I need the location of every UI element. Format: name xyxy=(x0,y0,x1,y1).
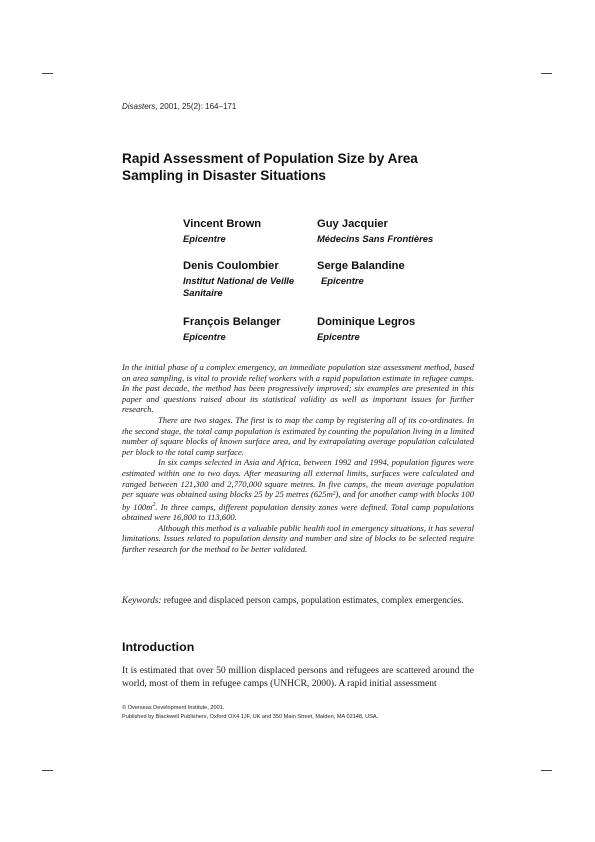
journal-name: Disasters xyxy=(122,102,156,111)
keywords xyxy=(122,594,474,606)
abstract-text: In six camps selected in Asia and Africa, between 1992 and 1994, population figures were estimated within one to two days. After measuring all external limits, surfaces were calculated and ranged between 121,300 and 2,770,000 square metres. In five camps, the mean average population per square was obtained using blocks 25 by 25 metres (625m²), and for another camp with blocks 100 by 100m xyxy=(122,457,474,512)
keywords-text: refugee and displaced person camps, population estimates, complex emergencies. xyxy=(161,595,464,605)
author-block xyxy=(317,259,482,287)
superscript: 2 xyxy=(152,501,156,508)
publisher-notice: Published by Blackwell Publishers, Oxford OX4 1JF, UK and 350 Main Street, Malden, MA 02148, USA. xyxy=(122,714,379,720)
author-affiliation: Epicentre xyxy=(183,331,226,342)
author-name: Serge Balandine xyxy=(317,260,405,272)
author-affiliation: Epicentre xyxy=(321,275,364,286)
abstract xyxy=(122,362,474,555)
author-block xyxy=(317,217,482,245)
journal-citation xyxy=(122,102,236,111)
author-name: Vincent Brown xyxy=(183,218,262,230)
author-affiliation: Epicentre xyxy=(317,331,360,342)
abstract-text: . In three camps, different population density zones were defined. Total camp populations obtained were 16,800 to 113,600. xyxy=(122,501,474,523)
crop-mark-bottom-left xyxy=(42,770,53,771)
author-affiliation: Médecins Sans Frontières xyxy=(317,233,434,244)
page-footer xyxy=(122,704,482,722)
abstract-paragraph xyxy=(122,457,474,522)
body-paragraph: It is estimated that over 50 million displaced persons and refugees are scattered around the world, most of them in refugee camps (UNHCR, 2000). A rapid initial assessment xyxy=(122,665,474,689)
section-heading: Introduction xyxy=(122,640,195,654)
copyright-notice: © Overseas Development Institute, 2001. xyxy=(122,705,225,711)
crop-mark-bottom-right xyxy=(541,770,552,771)
crop-mark-top-right xyxy=(541,73,552,74)
journal-volume: , 2001, 25(2): 164–171 xyxy=(155,102,237,111)
abstract-paragraph: There are two stages. The first is to map the camp by registering all of its co-ordinates. In the second stage, the total camp population is estimated by counting the population living in a limited number of square blocks of known surface area, and by extrapolating average population calculated per block to the total camp surface. xyxy=(122,414,474,457)
author-name: Denis Coulombier xyxy=(183,260,279,272)
author-name: François Belanger xyxy=(183,316,281,328)
crop-mark-top-left xyxy=(42,73,53,74)
author-name: Dominique Legros xyxy=(317,316,416,328)
paper-title: Rapid Assessment of Population Size by Area Sampling in Disaster Situations xyxy=(122,151,418,183)
author-affiliation: Epicentre xyxy=(183,233,226,244)
author-block xyxy=(317,315,482,343)
author-affiliation: Institut National de Veille Sanitaire xyxy=(183,275,295,298)
author-name: Guy Jacquier xyxy=(317,218,388,230)
abstract-paragraph: Although this method is a valuable public health tool in emergency situations, it has several limitations. Issues related to population density and number and size of blocks to be selected require further research for the method to be better validated. xyxy=(122,522,474,554)
author-block xyxy=(183,259,333,299)
abstract-paragraph: In the initial phase of a complex emergency, an immediate population size assessment method, based on area sampling, is vital to provide relief workers with a rapid population estimate in refugee camps. In the past decade, the method has been progressively improved; six examples are presented in this paper and questions raised about its statistical validity as well as important issues for further research. xyxy=(122,362,474,415)
keywords-label: Keywords: xyxy=(122,595,162,605)
